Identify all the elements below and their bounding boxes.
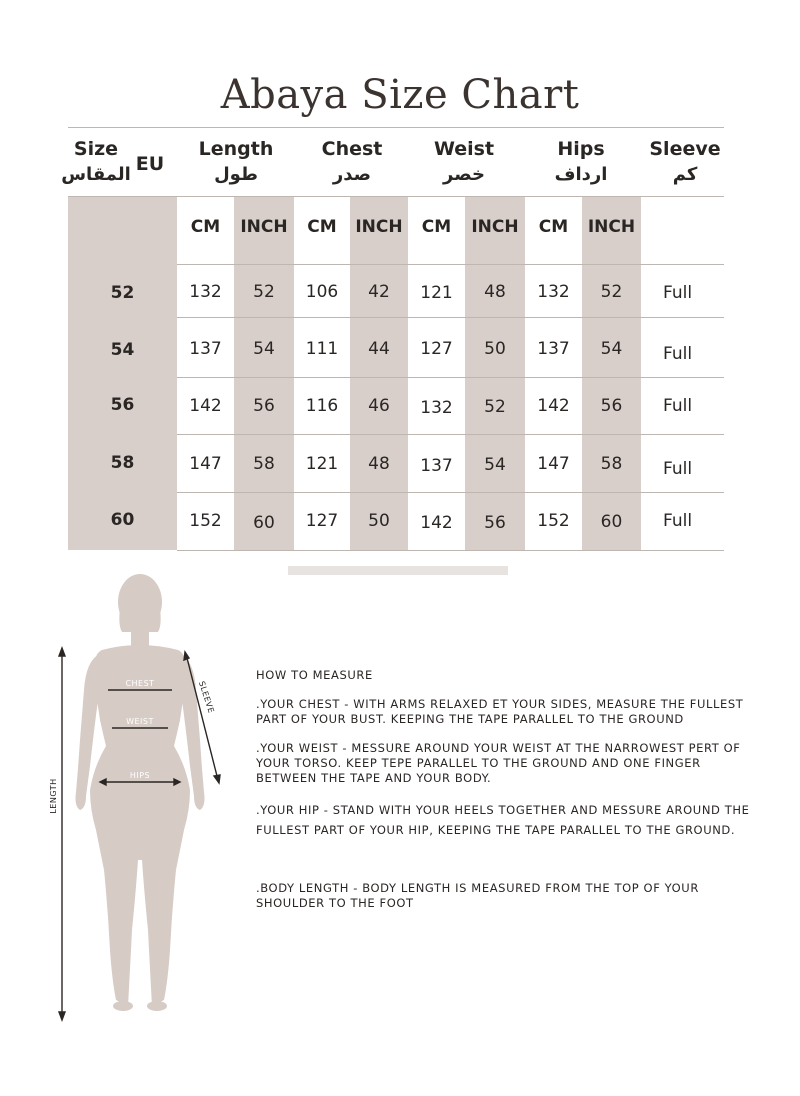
hips-inch-cell: 52: [600, 282, 623, 302]
chest-cm-cell: 111: [305, 339, 339, 359]
row-rule: [177, 492, 724, 493]
hips-inch-cell: 56: [600, 396, 623, 416]
waist-inch-cell: 56: [484, 513, 506, 533]
hips-inch-cell: 60: [600, 512, 623, 532]
header-length: [186, 136, 286, 188]
hips-cm-cell: 137: [537, 339, 570, 359]
length-cm-unit: CM: [190, 217, 221, 237]
length-inch-cell: 58: [253, 454, 275, 474]
size-cell: 60: [110, 510, 135, 530]
length-inch-unit: INCH: [240, 217, 288, 237]
header-sleeve-label: Sleeve: [649, 138, 721, 160]
hips-label: HIPS: [129, 771, 151, 780]
header-size: [60, 136, 132, 188]
header-sleeve-arabic: كم: [672, 164, 698, 185]
length-cm-cell: 132: [189, 282, 222, 302]
chest-cm-cell: 127: [305, 511, 339, 531]
waist-cm-cell: 127: [420, 339, 453, 359]
waist-cm-cell: 132: [420, 398, 453, 418]
arrow-head: [59, 648, 65, 656]
waist-inch-cell: 52: [484, 397, 506, 417]
hips-inch-cell: 58: [600, 454, 623, 474]
sleeve-cell: Full: [663, 459, 693, 479]
chest-inch-shade: [350, 197, 408, 550]
row-rule: [177, 264, 724, 265]
length-inch-cell: 52: [253, 282, 275, 302]
chest-inch-cell: 46: [368, 396, 390, 416]
header-hips-arabic: ارداف: [554, 164, 608, 185]
length-instruction: .BODY LENGTH - BODY LENGTH IS MEASURED FROM THE TOP OF YOUR SHOULDER TO THE FOOT: [256, 881, 699, 910]
length-cm-cell: 137: [189, 339, 222, 359]
waist-cm-cell: 137: [420, 456, 453, 476]
header-size-arabic: المقاس: [61, 164, 131, 185]
sleeve-cell: Full: [663, 344, 693, 364]
chest-cm-unit: CM: [307, 217, 337, 237]
header-length-label: Length: [198, 138, 274, 160]
size-column-shade: [68, 197, 177, 550]
length-inch-shade: [234, 197, 294, 550]
waist-inch-cell: 48: [484, 282, 506, 302]
hips-cm-cell: 142: [537, 396, 570, 416]
chest-cm-cell: 121: [305, 454, 339, 474]
hip-instruction: .YOUR HIP - STAND WITH YOUR HEELS TOGETHER AND MESSURE AROUND THE FULLEST PART OF YOUR HIP, KEEPING THE TAPE PARALLEL TO THE GROUND.: [256, 803, 750, 837]
header-length-arabic: طول: [214, 164, 258, 185]
hips-inch-cell: 54: [600, 339, 623, 359]
header-chest-arabic: صدر: [332, 164, 372, 185]
waist-inch-cell: 50: [484, 339, 506, 359]
waist-inch-cell: 54: [484, 455, 506, 475]
hips-cm-cell: 147: [537, 454, 570, 474]
chest-inch-unit: INCH: [355, 217, 403, 237]
chest-inch-cell: 48: [368, 454, 390, 474]
separator-bar: [288, 566, 508, 575]
chest-inch-cell: 44: [368, 339, 390, 359]
waist-cm-cell: 142: [420, 513, 453, 533]
waist-inch-shade: [465, 197, 525, 550]
length-inch-cell: 60: [253, 513, 275, 533]
length-inch-cell: 54: [253, 339, 275, 359]
waist-cm-unit: CM: [421, 217, 452, 237]
hips-cm-cell: 132: [537, 282, 570, 302]
size-cell: 54: [110, 340, 135, 360]
hips-inch-shade: [582, 197, 641, 550]
waist-inch-unit: INCH: [471, 217, 519, 237]
size-cell: 52: [110, 283, 135, 303]
chest-inch-cell: 50: [368, 511, 390, 531]
header-top-rule: [68, 127, 724, 128]
hips-cm-cell: 152: [537, 511, 570, 531]
size-cell: 56: [110, 395, 135, 415]
hips-inch-unit: INCH: [587, 217, 636, 237]
header-chest: [302, 136, 402, 188]
size-cell: 58: [110, 453, 135, 473]
length-cm-cell: 147: [189, 454, 222, 474]
length-label: LENGTH: [49, 778, 58, 814]
header-eu: EU: [135, 153, 165, 175]
hips-cm-unit: CM: [538, 217, 569, 237]
row-rule: [177, 377, 724, 378]
header-hips-label: Hips: [557, 138, 605, 160]
header-hips: [531, 136, 631, 188]
sleeve-cell: Full: [663, 511, 693, 531]
waist-label: WEIST: [126, 717, 154, 726]
arrow-head: [59, 1012, 65, 1020]
arrow-head: [184, 652, 189, 660]
chest-instruction: .YOUR CHEST - WITH ARMS RELAXED ET YOUR SIDES, MEASURE THE FULLEST PART OF YOUR BUST. KEEPING THE TAPE PARALLEL TO THE GROUND: [256, 697, 744, 726]
header-chest-label: Chest: [321, 138, 383, 160]
row-rule: [177, 550, 724, 551]
length-inch-cell: 56: [253, 396, 275, 416]
sleeve-cell: Full: [663, 283, 693, 303]
chest-cm-cell: 106: [305, 282, 339, 302]
chest-label: CHEST: [125, 679, 155, 688]
how-to-measure-heading: HOW TO MEASURE: [256, 668, 373, 682]
header-waist-arabic: خصر: [443, 164, 485, 185]
length-cm-cell: 142: [189, 396, 222, 416]
waist-cm-cell: 121: [420, 283, 453, 303]
length-cm-cell: 152: [189, 511, 222, 531]
sleeve-cell: Full: [663, 396, 693, 416]
header-waist-label: Weist: [433, 138, 495, 160]
chest-inch-cell: 42: [368, 282, 390, 302]
header-waist: [414, 136, 514, 188]
sleeve-label: SLEEVE: [196, 680, 216, 715]
waist-instruction: .YOUR WEIST - MESSURE AROUND YOUR WEIST AT THE NARROWEST PERT OF YOUR TORSO. KEEP TEPE PARALLEL TO THE GROUND AND ONE FINGER BETWEEN THE TAPE AND YOUR BODY.: [256, 741, 741, 785]
row-rule: [177, 434, 724, 435]
row-rule: [177, 317, 724, 318]
arrow-head: [214, 775, 220, 783]
header-size-label: Size: [73, 138, 119, 160]
header-sleeve: [640, 136, 730, 188]
page-title: Abaya Size Chart: [220, 72, 580, 118]
body-measurement-figure: [40, 570, 240, 1025]
body-silhouette: [76, 574, 205, 1011]
chest-cm-cell: 116: [305, 396, 339, 416]
